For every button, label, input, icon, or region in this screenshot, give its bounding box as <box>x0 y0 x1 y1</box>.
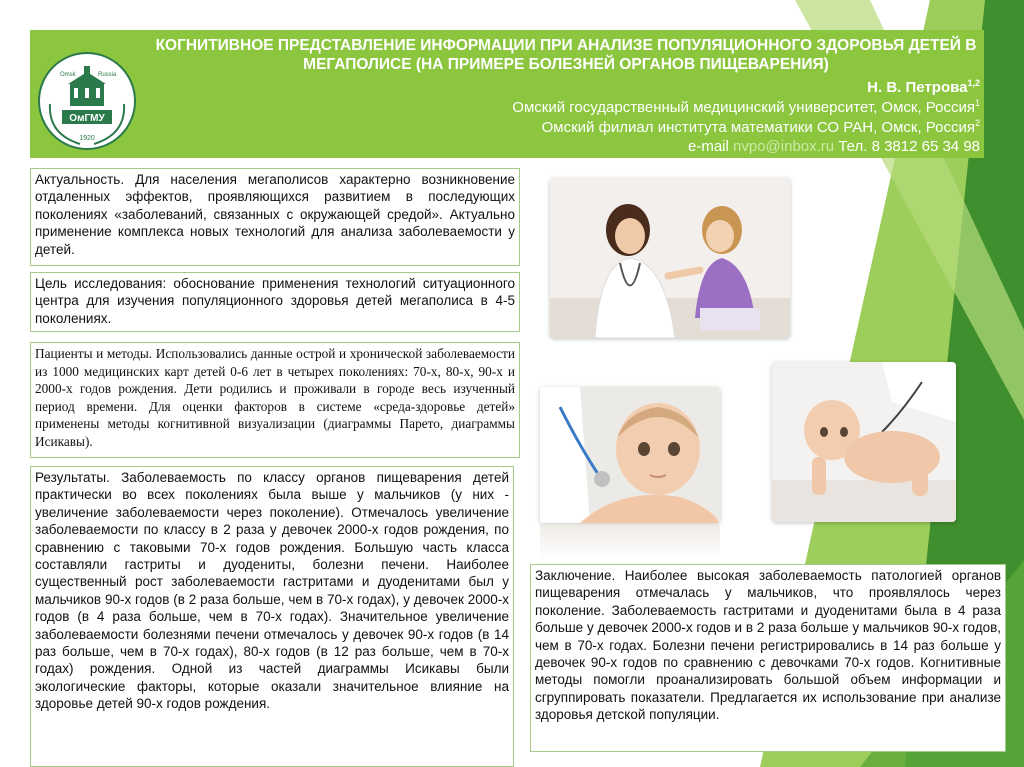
logo-text-year: 1920 <box>79 135 95 142</box>
contact-line: e-mail nvpo@inbox.ru Тел. 8 3812 65 34 98 <box>688 138 980 155</box>
photo-reflection <box>540 524 720 560</box>
crawling-baby-photo <box>772 362 956 522</box>
university-logo <box>38 52 136 150</box>
conclusion-section: Заключение. Наиболее высокая заболеваемость патологией органов пищеварения отмечалась у мальчиков, что проявлялось через поколение. Заболеваемость гастритами и дуоденитами была в 4 раза больше у девочек 2000-х годов и в 2 раза больше у мальчиков 90-х годов, чем в 70-х годах. Болезни печени регистрировались в 14 раз больше у девочек 90-х годов по сравнению с девочками 70-х годов. Когнитивные методы помогли проанализировать большой объем информации и сгруппировать показатели. Предлагается их использование при анализе здоровья детской популяции. <box>530 564 1006 752</box>
relevance-section: Актуальность. Для населения мегаполисов характерно возникновение отдаленных эффектов, проявляющихся развитием в последующих поколениях «заболеваний, связанных с окружающей средой». Актуально применение комплекса новых технологий для анализа заболеваемости у детей. <box>30 168 520 266</box>
methods-section: Пациенты и методы. Использовались данные острой и хронической заболеваемости из 1000 медицинских карт детей 0-6 лет в четырех поколениях: 70-х, 80-х, 90-х и 2000-х годов рождения. Дети родились и проживали в городе весь изученный период времени. Для оценки факторов в системе «среда-здоровье детей» применены методы когнитивной визуализации (диаграммы Парето, диаграммы Исикавы). <box>30 342 520 458</box>
poster-title: КОГНИТИВНОЕ ПРЕДСТАВЛЕНИЕ ИНФОРМАЦИИ ПРИ АНАЛИЗЕ ПОПУЛЯЦИОННОГО ЗДОРОВЬЯ ДЕТЕЙ В МЕГАПОЛИСЕ (НА ПРИМЕРЕ БОЛЕЗНЕЙ ОРГАНОВ ПИЩЕВАРЕНИЯ) <box>155 37 977 73</box>
affiliation-2: Омский филиал института математики СО РАН, Омск, Россия$^2$ <box>541 118 980 136</box>
results-section: Результаты. Заболеваемость по классу органов пищеварения детей практически во всех поколениях была выше у мальчиков (у них - увеличение заболеваемости через поколение). Отмечалось увеличение заболеваемости по классу в 2 раза у девочек 2000-х годов рождения, по сравнению с таковыми 70-х годов рождения. Большую часть класса составляли гастриты и дуодениты, болезни печени. Наиболее существенный рост заболеваемости гастритами и дуоденитами был у мальчиков 90-х годов (в 2 раза больше, чем в 70-х годах), у девочек 2000-х годов (в 4 раза больше, чем в 70-х годах). Значительное увеличение заболеваемости болезнями печени отмечалось у девочек 90-х годов (в 14 раз больше, чем в 70-х годах), 80-х годов (в 12 раз больше, чем в 70-х годах) рождения. Одной из частей диаграммы Исикавы были экологические факторы, которые оказали значительное влияние на здоровье детей 90-х годов рождения. <box>30 466 514 767</box>
email-link[interactable]: nvpo@inbox.ru <box>733 138 835 155</box>
logo-text-russia: Russia <box>98 72 117 78</box>
affiliation-1: Омский государственный медицинский университет, Омск, Россия$^1$ <box>512 98 980 116</box>
goal-section: Цель исследования: обоснование применения технологий ситуационного центра для изучения популяционного здоровья детей мегаполиса в 4-5 поколениях. <box>30 272 520 332</box>
author-name: Н. В. Петрова$^{1,2}$ <box>867 78 980 96</box>
doctor-with-girl-photo <box>550 178 790 338</box>
logo-text-omsk: Omsk <box>60 72 76 78</box>
logo-text-name: ОмГМУ <box>69 113 105 124</box>
baby-with-stethoscope-photo <box>540 387 720 523</box>
